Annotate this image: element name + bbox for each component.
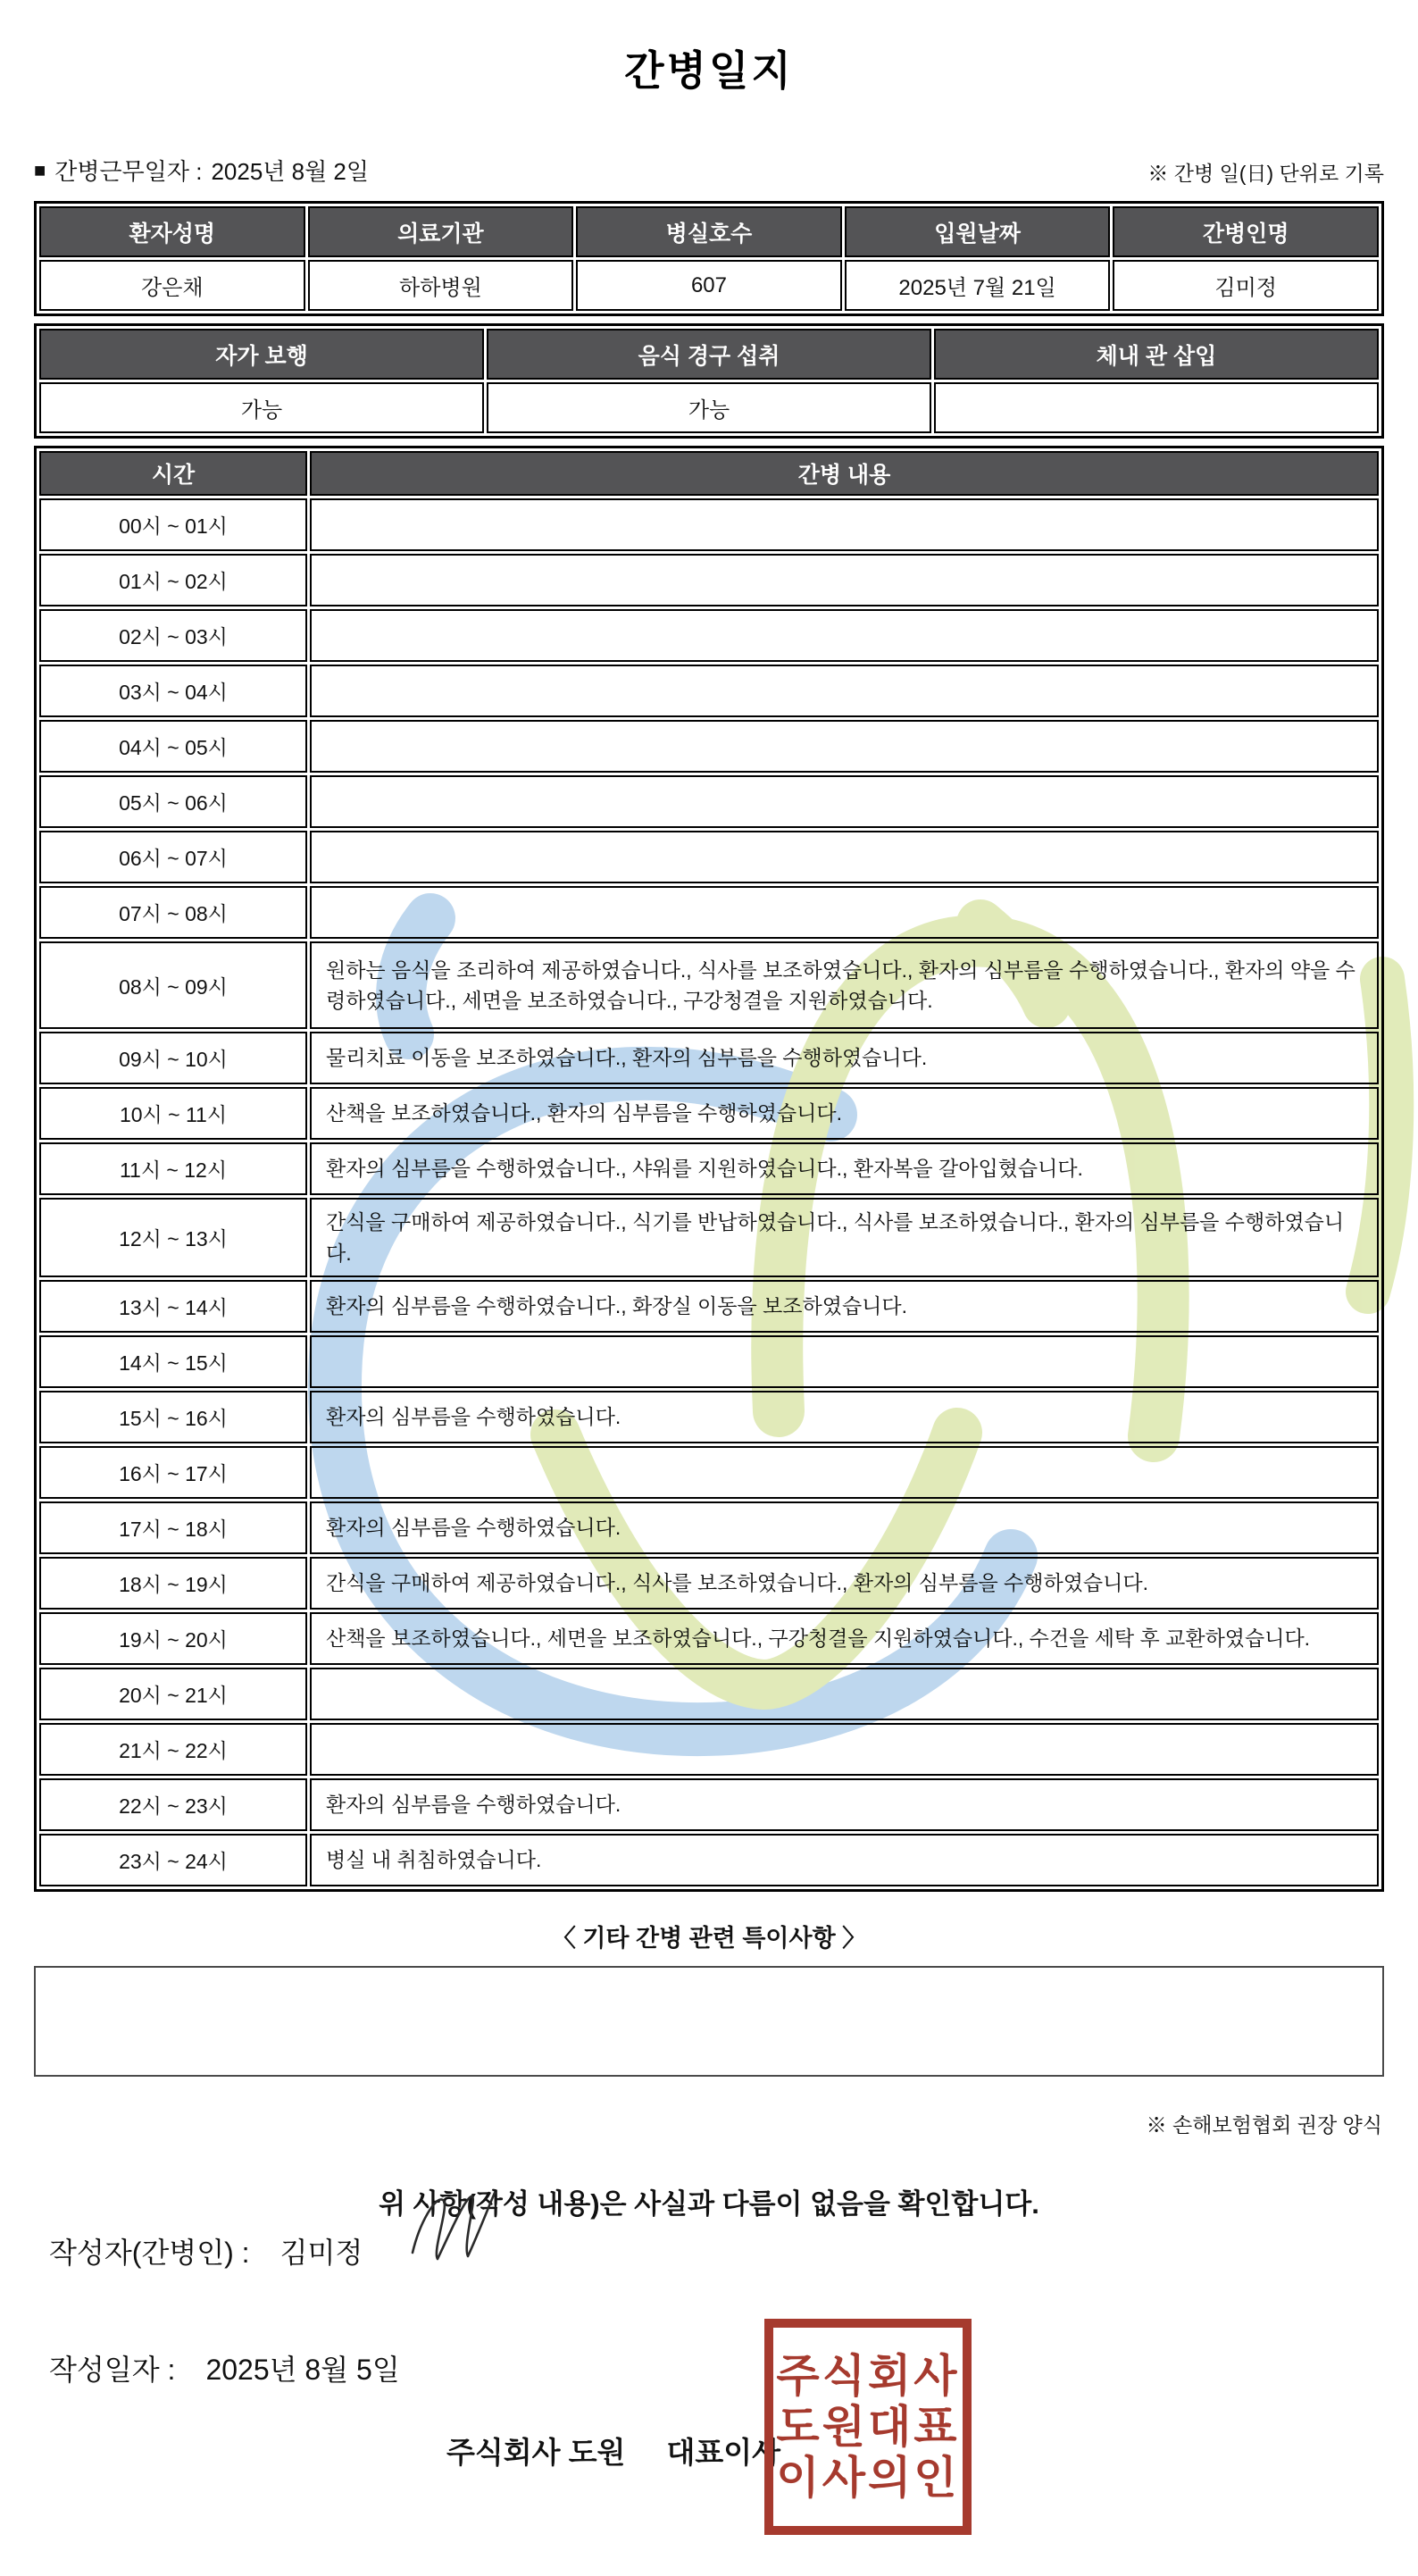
tube-insertion-header: 체내 관 삽입 <box>934 329 1379 380</box>
table-row <box>39 1778 1379 1831</box>
table-row <box>39 1723 1379 1776</box>
company-role: 대표이사 <box>666 2436 780 2469</box>
admission-date-value: 2025년 7월 21일 <box>845 260 1111 311</box>
self-walking-header: 자가 보행 <box>39 329 484 380</box>
table-row <box>39 1501 1379 1554</box>
time-cell: 20시 ~ 21시 <box>39 1668 307 1720</box>
table-row <box>39 831 1379 883</box>
care-content-cell <box>310 498 1379 551</box>
table-row <box>39 1280 1379 1333</box>
caregiver-name-value: 김미정 <box>1113 260 1379 311</box>
hospital-value: 하하병원 <box>308 260 574 311</box>
table-row <box>39 720 1379 773</box>
table-row <box>39 1612 1379 1665</box>
room-number-value: 607 <box>576 260 842 311</box>
patient-info-table <box>34 201 1384 316</box>
hourly-care-table <box>34 446 1384 1892</box>
written-date-line <box>49 2347 400 2388</box>
care-content-cell <box>310 886 1379 939</box>
status-value-row <box>39 382 1379 433</box>
time-cell: 12시 ~ 13시 <box>39 1198 307 1277</box>
time-cell: 21시 ~ 22시 <box>39 1723 307 1776</box>
time-cell: 16시 ~ 17시 <box>39 1446 307 1499</box>
time-cell: 23시 ~ 24시 <box>39 1834 307 1886</box>
self-walking-value: 가능 <box>39 382 484 433</box>
table-row <box>39 1668 1379 1720</box>
care-content-cell: 환자의 심부름을 수행하였습니다., 샤워를 지원하였습니다., 환자복을 갈아입혔습니다. <box>310 1142 1379 1195</box>
status-header-row <box>39 329 1379 380</box>
stamp-line: 이사의인 <box>776 2452 960 2503</box>
time-cell: 08시 ~ 09시 <box>39 941 307 1029</box>
care-content-cell: 환자의 심부름을 수행하였습니다. <box>310 1391 1379 1443</box>
time-cell: 18시 ~ 19시 <box>39 1557 307 1610</box>
time-cell: 00시 ~ 01시 <box>39 498 307 551</box>
care-content-cell <box>310 609 1379 662</box>
table-row <box>39 1198 1379 1277</box>
patient-name-header: 환자성명 <box>39 206 305 257</box>
stamp-line: 주식회사 <box>776 2350 960 2401</box>
time-cell: 05시 ~ 06시 <box>39 775 307 828</box>
time-cell: 17시 ~ 18시 <box>39 1501 307 1554</box>
time-cell: 07시 ~ 08시 <box>39 886 307 939</box>
care-content-cell: 환자의 심부름을 수행하였습니다. <box>310 1501 1379 1554</box>
care-content-cell: 원하는 음식을 조리하여 제공하였습니다., 식사를 보조하였습니다., 환자의 심부름을 수행하였습니다., 환자의 약을 수령하였습니다., 세면을 보조하였습니다., 구강청결을 지원하였습니다. <box>310 941 1379 1029</box>
table-row <box>39 609 1379 662</box>
care-content-cell <box>310 775 1379 828</box>
caregiver-name-header: 간병인명 <box>1113 206 1379 257</box>
care-content-cell <box>310 1723 1379 1776</box>
admission-date-header: 입원날짜 <box>845 206 1111 257</box>
table-row <box>39 1087 1379 1140</box>
writer-name: 김미정 <box>279 2237 363 2269</box>
care-content-cell: 병실 내 취침하였습니다. <box>310 1834 1379 1886</box>
time-column-header: 시간 <box>39 451 307 496</box>
writer-label: 작성자(간병인) : <box>49 2237 250 2269</box>
square-bullet-icon: ■ <box>34 158 46 181</box>
recommended-form-note: ※ 손해보험협회 권장 양식 <box>1146 2113 1382 2137</box>
table-row <box>39 1335 1379 1388</box>
extra-notes-title: 〈 기타 간병 관련 특이사항 〉 <box>551 1925 867 1952</box>
table-row <box>39 1557 1379 1610</box>
table-row <box>39 498 1379 551</box>
care-content-cell: 간식을 구매하여 제공하였습니다., 식사를 보조하였습니다., 환자의 심부름을 수행하였습니다. <box>310 1557 1379 1610</box>
page-title: 간병일지 <box>624 47 794 94</box>
table-row <box>39 1446 1379 1499</box>
meta-row <box>34 154 1384 187</box>
time-cell: 14시 ~ 15시 <box>39 1335 307 1388</box>
time-cell: 22시 ~ 23시 <box>39 1778 307 1831</box>
table-row <box>39 1032 1379 1084</box>
patient-status-table <box>34 323 1384 439</box>
room-number-header: 병실호수 <box>576 206 842 257</box>
stamp-line: 도원대표 <box>776 2401 960 2452</box>
care-content-cell: 물리치료 이동을 보조하였습니다., 환자의 심부름을 수행하였습니다. <box>310 1032 1379 1084</box>
table-row <box>39 886 1379 939</box>
written-date-value: 2025년 8월 5일 <box>205 2354 400 2386</box>
time-cell: 03시 ~ 04시 <box>39 665 307 717</box>
table-row <box>39 1834 1379 1886</box>
extra-notes-box <box>34 1966 1384 2077</box>
care-content-cell: 산책을 보조하였습니다., 세면을 보조하였습니다., 구강청결을 지원하였습니다., 수건을 세탁 후 교환하였습니다. <box>310 1612 1379 1665</box>
care-content-cell <box>310 720 1379 773</box>
time-cell: 15시 ~ 16시 <box>39 1391 307 1443</box>
tube-insertion-value <box>934 382 1379 433</box>
hospital-header: 의료기관 <box>308 206 574 257</box>
time-cell: 04시 ~ 05시 <box>39 720 307 773</box>
company-line <box>446 2430 780 2471</box>
company-name: 주식회사 도원 <box>446 2436 626 2469</box>
unit-note: ※ 간병 일(日) 단위로 기록 <box>1147 162 1384 185</box>
time-cell: 11시 ~ 12시 <box>39 1142 307 1195</box>
table-row <box>39 941 1379 1029</box>
time-cell: 13시 ~ 14시 <box>39 1280 307 1333</box>
table-row <box>39 1391 1379 1443</box>
table-row <box>39 1142 1379 1195</box>
confirmation-statement: 위 사항(작성 내용)은 사실과 다름이 없음을 확인합니다. <box>379 2188 1039 2220</box>
time-cell: 02시 ~ 03시 <box>39 609 307 662</box>
care-content-cell: 간식을 구매하여 제공하였습니다., 식기를 반납하였습니다., 식사를 보조하였습니다., 환자의 심부름을 수행하였습니다. <box>310 1198 1379 1277</box>
oral-intake-value: 가능 <box>487 382 931 433</box>
patient-name-value: 강은채 <box>39 260 305 311</box>
table-row <box>39 554 1379 606</box>
time-cell: 09시 ~ 10시 <box>39 1032 307 1084</box>
writer-line <box>49 2230 363 2271</box>
care-content-cell <box>310 1335 1379 1388</box>
care-content-cell <box>310 1446 1379 1499</box>
care-content-cell <box>310 1668 1379 1720</box>
written-date-label: 작성일자 : <box>49 2354 176 2386</box>
patient-info-header-row <box>39 206 1379 257</box>
time-cell: 01시 ~ 02시 <box>39 554 307 606</box>
care-content-cell: 산책을 보조하였습니다., 환자의 심부름을 수행하였습니다. <box>310 1087 1379 1140</box>
corporate-seal-stamp <box>764 2319 972 2535</box>
work-date-value: 2025년 8월 2일 <box>211 158 370 185</box>
care-content-cell: 환자의 심부름을 수행하였습니다. <box>310 1778 1379 1831</box>
table-row <box>39 665 1379 717</box>
care-content-cell <box>310 831 1379 883</box>
care-content-cell: 환자의 심부름을 수행하였습니다., 화장실 이동을 보조하였습니다. <box>310 1280 1379 1333</box>
care-content-cell <box>310 554 1379 606</box>
work-date-line <box>34 154 369 187</box>
work-date-label: 간병근무일자 : <box>54 158 203 185</box>
oral-intake-header: 음식 경구 섭취 <box>487 329 931 380</box>
patient-info-value-row <box>39 260 1379 311</box>
signature-icon <box>404 2188 502 2287</box>
care-content-cell <box>310 665 1379 717</box>
table-row <box>39 775 1379 828</box>
time-cell: 10시 ~ 11시 <box>39 1087 307 1140</box>
care-content-column-header: 간병 내용 <box>310 451 1379 496</box>
time-cell: 19시 ~ 20시 <box>39 1612 307 1665</box>
care-table-header-row <box>39 451 1379 496</box>
time-cell: 06시 ~ 07시 <box>39 831 307 883</box>
